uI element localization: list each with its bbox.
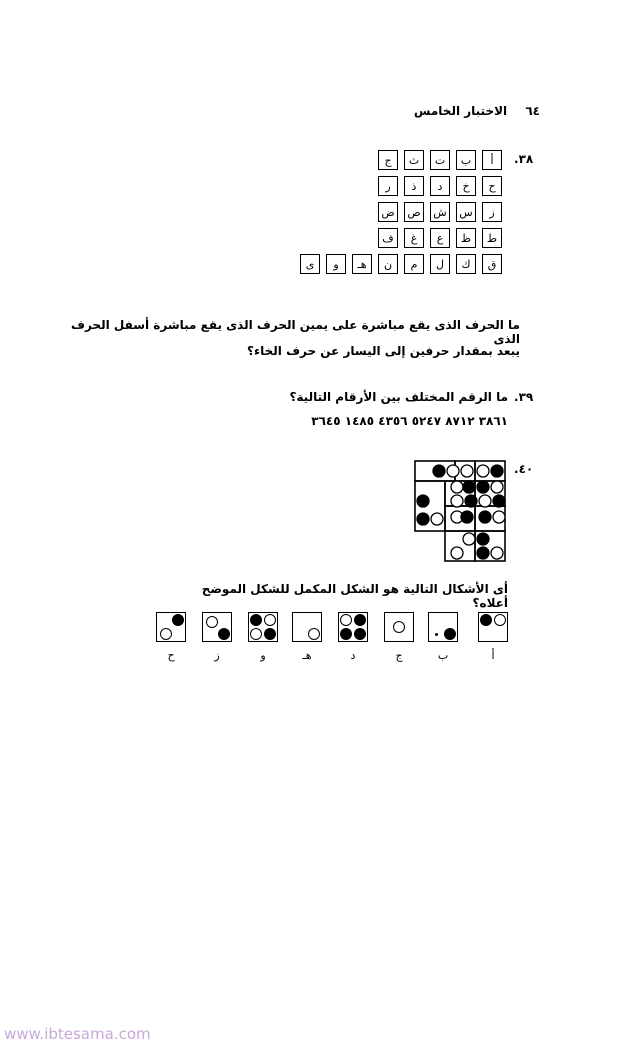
grid-cell: ص (404, 202, 424, 222)
question-39-numbers: ٣٨٦١ ٨٧١٢ ٥٢٤٧ ٤٣٥٦ ١٤٨٥ ٣٦٤٥ (311, 414, 508, 428)
empty-circle (494, 614, 506, 626)
grid-cell: أ (482, 150, 502, 170)
option-box[interactable] (292, 612, 322, 642)
grid-cell: ظ (456, 228, 476, 248)
option-box[interactable] (428, 612, 458, 642)
grid-cell: د (430, 176, 450, 196)
empty-circle (393, 621, 405, 633)
page-header (0, 104, 540, 118)
watermark: www.ibtesama.com (4, 1025, 151, 1043)
grid-cell: ط (482, 228, 502, 248)
grid-cell: ح (482, 176, 502, 196)
option-label: ح (167, 649, 175, 662)
grid-cell: ل (430, 254, 450, 274)
empty-circle (340, 614, 352, 626)
filled-circle (354, 628, 366, 640)
grid-cell: ى (300, 254, 320, 274)
option-box[interactable] (338, 612, 368, 642)
grid-cell: ذ (404, 176, 424, 196)
filled-circle (480, 614, 492, 626)
question-40-number: .٤٠ (514, 462, 534, 476)
filled-circle (264, 628, 276, 640)
filled-circle (250, 614, 262, 626)
grid-cell: ع (430, 228, 450, 248)
question-38-text-line2: يبعد بمقدار حرفين إلى اليسار عن حرف الخاء؟ (247, 344, 520, 358)
option-box[interactable] (478, 612, 508, 642)
option-label: و (260, 649, 266, 662)
question-38-text-line1: ما الحرف الذى يقع مباشرة على يمين الحرف الذى يقع مباشرة أسفل الحرف الذى (71, 318, 520, 346)
page-number: ٦٤ (525, 104, 540, 118)
option-label: ج (395, 649, 403, 662)
grid-cell: و (326, 254, 346, 274)
question-38-number: .٣٨ (514, 152, 534, 166)
filled-circle (218, 628, 230, 640)
question-40-text: أى الأشكال التالية هو الشكل المكمل للشكل الموضح أعلاه؟ (201, 582, 508, 610)
grid-cell: غ (404, 228, 424, 248)
question-39-number: .٣٩ (514, 390, 534, 404)
empty-circle (264, 614, 276, 626)
grid-cell: ق (482, 254, 502, 274)
grid-cell: هـ (352, 254, 372, 274)
grid-cell: ز (482, 202, 502, 222)
filled-circle (354, 614, 366, 626)
option-box[interactable] (384, 612, 414, 642)
dot-pattern-figure (413, 459, 513, 569)
option-label: ب (437, 649, 449, 662)
grid-cell: ض (378, 202, 398, 222)
grid-cell: ف (378, 228, 398, 248)
option-label: ز (214, 649, 220, 662)
filled-circle (340, 628, 352, 640)
grid-cell: ر (378, 176, 398, 196)
grid-cell: ب (456, 150, 476, 170)
option-box[interactable] (248, 612, 278, 642)
grid-cell: س (456, 202, 476, 222)
filled-circle (172, 614, 184, 626)
option-label: د (350, 649, 356, 662)
empty-circle (206, 616, 218, 628)
grid-cell: ش (430, 202, 450, 222)
section-title: الاختبار الخامس (413, 104, 508, 118)
filled-circle (444, 628, 456, 640)
grid-cell: م (404, 254, 424, 274)
grid-cell: ن (378, 254, 398, 274)
option-label: أ (491, 649, 495, 662)
grid-cell: ك (456, 254, 476, 274)
grid-cell: ت (430, 150, 450, 170)
question-39-text: ما الرقم المختلف بين الأرقام التالية؟ (289, 390, 508, 404)
option-label: هـ (302, 649, 312, 662)
empty-circle (250, 628, 262, 640)
option-box[interactable] (156, 612, 186, 642)
grid-cell: ث (404, 150, 424, 170)
empty-circle (160, 628, 172, 640)
grid-cell: ج (378, 150, 398, 170)
empty-circle (308, 628, 320, 640)
empty-circle (435, 633, 438, 636)
option-box[interactable] (202, 612, 232, 642)
grid-cell: خ (456, 176, 476, 196)
